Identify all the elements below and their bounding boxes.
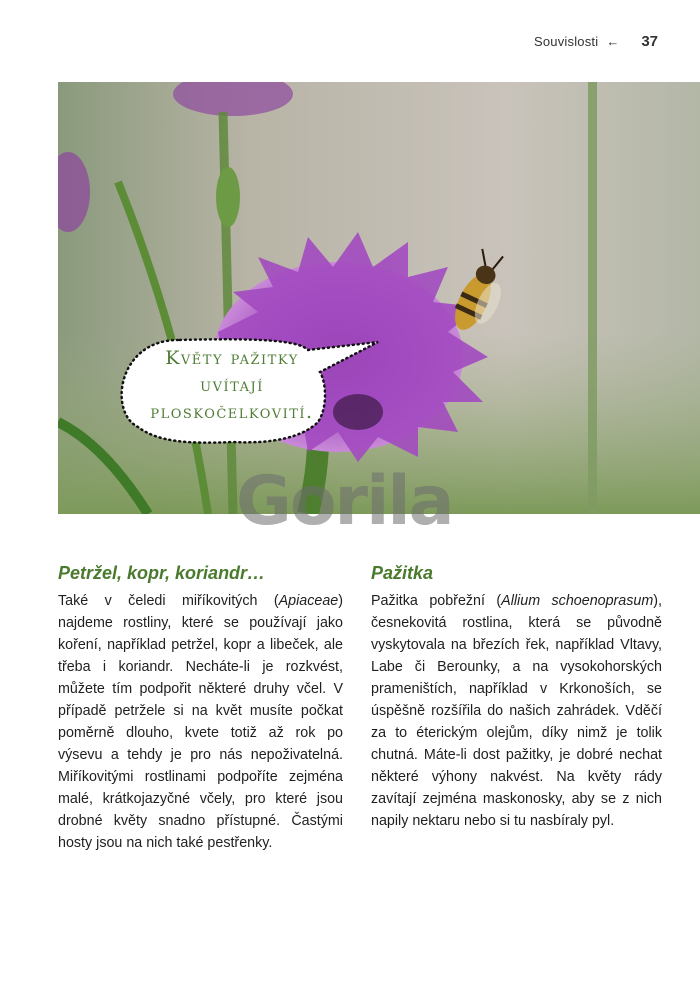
body-paragraph	[58, 590, 343, 854]
speech-bubble-text	[132, 345, 332, 426]
text-run: Také v čeledi miříkovitých (	[58, 593, 279, 609]
arrow-left-icon: ←	[606, 34, 620, 49]
text-run: ), česnekovitá rostlina, která se původně vyskytovala na březích řek, například Vltavy, Labe či Berounky, a na vysokohorských prameništích, například v Krkonoších, se úspěšně rozšířila do našich zahrádek. Vděčí za to éterickým olejům, díky nimž je tolik chutná. Máte-li dost pažitky, je dobré nechat některé výhony nakvést. Na květy rády zavítají zejména maskonosky, aby se z nich napily nektaru nebo si tu nasbíraly pyl.	[371, 593, 662, 829]
right-column	[371, 560, 662, 832]
chive-flower-photo	[58, 82, 700, 514]
page-header	[534, 33, 658, 50]
section-label: Souvislosti	[533, 34, 599, 49]
text-run: ) najdeme rostliny, které se používají jako koření, například petržel, kopr a libeček, ale třeba i koriandr. Necháte-li je rozkvést, můžete tím podpořit některé druhy včel. V případě petržele si na květ musíte počkat poměrně dlouho, kvete totiž až rok po výsevu a tehdy je pro nás nepoživatelná. Miříkovitými rostlinami podpoříte zejména malé, krátkojazyčné včely, pro které jsou drobné květy snadno přístupné. Častými hosty jsou na nich také pestřenky.	[58, 593, 343, 851]
bubble-line: uvítají	[200, 374, 264, 396]
text-run: Pažitka pobřežní (	[371, 593, 502, 609]
bubble-line: ploskočelkovití.	[150, 401, 314, 423]
page-number: 37	[641, 33, 658, 50]
latin-name: Apiaceae	[278, 593, 339, 609]
section-heading: Petržel, kopr, koriandr…	[58, 563, 266, 583]
left-column	[58, 560, 343, 854]
bubble-line: Květy pažitky	[165, 347, 299, 369]
latin-name: Allium schoenoprasum	[501, 593, 654, 609]
body-paragraph	[371, 590, 662, 832]
section-heading: Pažitka	[371, 563, 434, 583]
watermark-logo: Gorila	[236, 462, 453, 541]
